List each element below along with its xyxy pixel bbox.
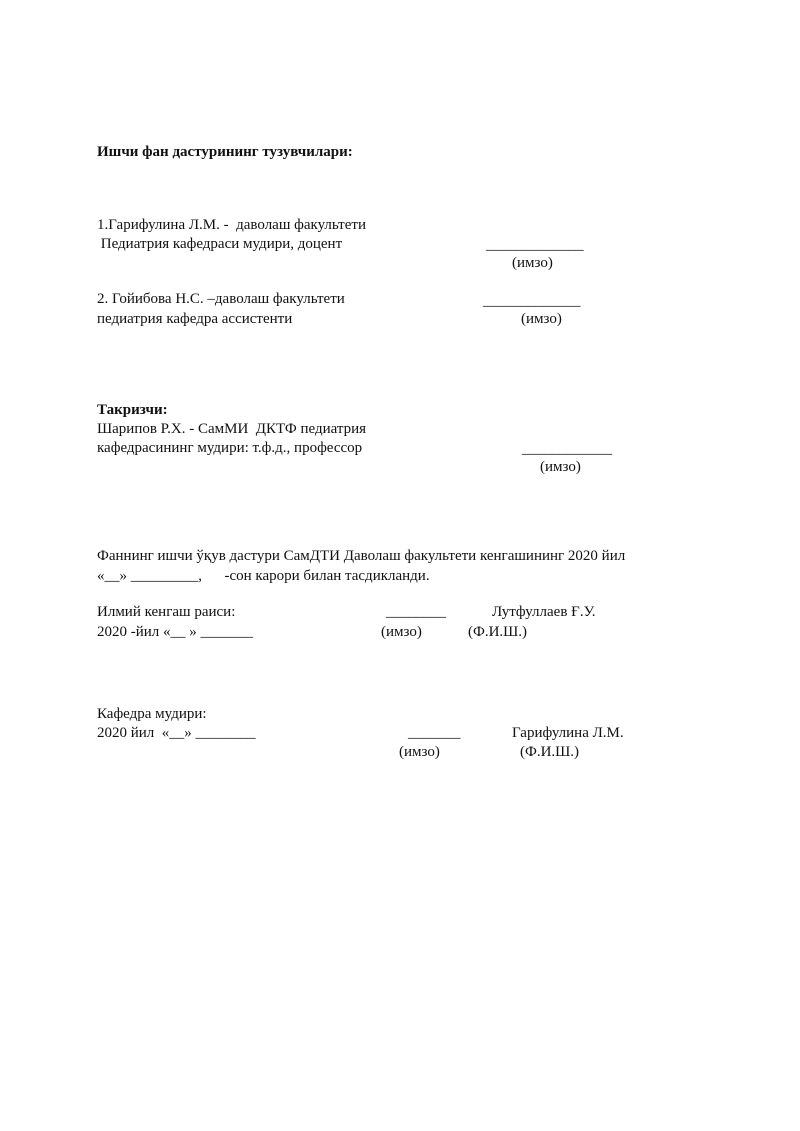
author2-sign-line: _____________ — [483, 293, 581, 309]
author1-sign-label: (имзо) — [512, 255, 553, 271]
authors-heading: Ишчи фан дастурининг тузувчилари: — [97, 144, 353, 160]
department-head-name: Гарифулина Л.М. — [512, 725, 624, 741]
author2-line2: педиатрия кафедра ассистенти — [97, 311, 293, 327]
reviewer-sign-line: ____________ — [522, 441, 612, 457]
reviewer-line2: кафедрасининг мудири: т.ф.д., профессор — [97, 440, 363, 456]
reviewer-line1: Шарипов Р.Х. - СамМИ ДКТФ педиатрия — [97, 421, 367, 437]
author1-line2: Педиатрия кафедраси мудири, доцент — [97, 236, 343, 252]
council-sign-label: (имзо) — [381, 624, 422, 640]
council-name: Лутфуллаев Ғ.У. — [492, 604, 596, 620]
approval-line1: Фаннинг ишчи ўқув дастури СамДТИ Даволаш факультети кенгашининг 2020 йил — [97, 548, 626, 564]
author1-line1: 1.Гарифулина Л.М. - даволаш факультети — [97, 217, 366, 233]
council-date: 2020 -йил «__ » _______ — [97, 624, 254, 640]
council-name-label: (Ф.И.Ш.) — [468, 624, 528, 640]
department-head-sign-line: _______ — [408, 725, 461, 741]
department-head-date: 2020 йил «__» ________ — [97, 725, 256, 741]
reviewer-sign-label: (имзо) — [540, 459, 581, 475]
author2-line1: 2. Гойибова Н.С. –даволаш факультети — [97, 291, 345, 307]
reviewer-heading: Такризчи: — [97, 402, 168, 418]
council-sign-line: ________ — [386, 604, 446, 620]
department-head-sign-label: (имзо) — [399, 744, 440, 760]
author1-sign-line: _____________ — [486, 237, 584, 253]
department-head-title: Кафедра мудири: — [97, 706, 207, 722]
department-head-name-label: (Ф.И.Ш.) — [520, 744, 580, 760]
council-title: Илмий кенгаш раиси: — [97, 604, 236, 620]
approval-line2: «__» _________, -сон карори билан тасдикланди. — [97, 568, 430, 584]
author2-sign-label: (имзо) — [521, 311, 562, 327]
